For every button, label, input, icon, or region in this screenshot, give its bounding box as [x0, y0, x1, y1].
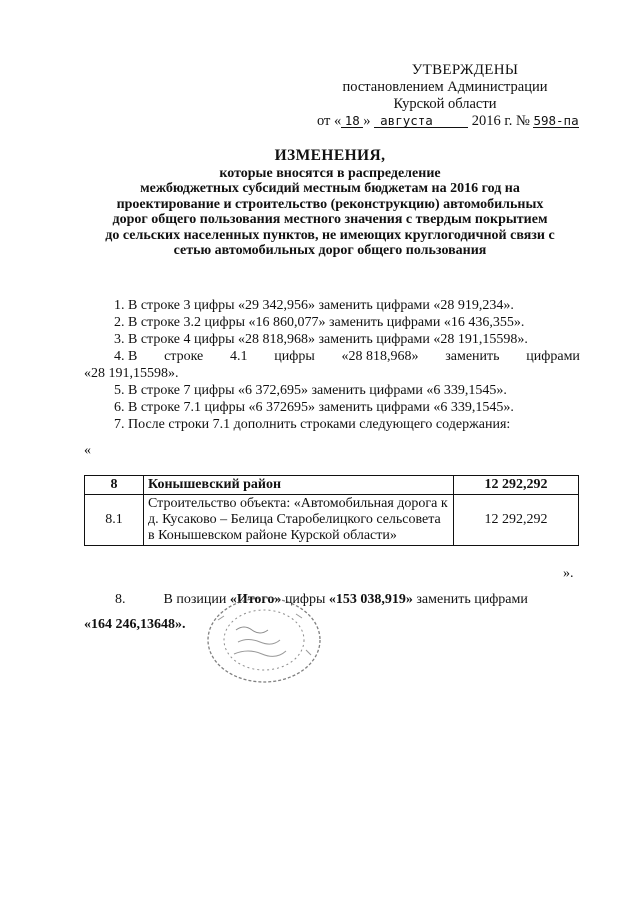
opening-quote: « — [84, 443, 91, 458]
date-year: 2016 г. № — [471, 113, 530, 129]
table-cell-num: 8.1 — [85, 495, 144, 546]
word: 4.1 — [230, 349, 248, 364]
title-line: дорог общего пользования местного значения с твердым покрытием — [112, 212, 548, 227]
table-cell-name: Строительство объекта: «Автомобильная дорога к д. Кусаково – Белица Старобелицкого сельсовета в Конышевском районе Курской области» — [144, 495, 454, 546]
title-line: которые вносятся в распределение — [219, 165, 441, 181]
list-item — [84, 348, 580, 365]
title-line: проектирование и строительство (реконструкцию) автомобильных — [116, 196, 544, 212]
list-item: 6. В строке 7.1 цифры «6 372695» заменить цифрами «6 339,1545». — [114, 400, 514, 415]
title-line: межбюджетных субсидий местным бюджетам на 2016 год на — [140, 181, 520, 196]
title-main: ИЗМЕНЕНИЯ, — [274, 147, 386, 164]
list-item-continuation: «28 191,15598». — [84, 366, 179, 381]
approval-date-line — [300, 113, 590, 130]
decree-number: 598-па — [533, 113, 579, 128]
list-item: 7. После строки 7.1 дополнить строками следующего содержания: — [114, 417, 511, 432]
word: цифрами — [526, 349, 580, 364]
table-cell-value: 12 292,292 — [454, 476, 579, 495]
approval-title: УТВЕРЖДЕНЫ — [411, 62, 519, 78]
title-line: сетью автомобильных дорог общего пользования — [173, 243, 487, 258]
item8-text-b: цифры — [281, 592, 329, 607]
item8-old-value: «153 038,919» — [328, 592, 413, 607]
word: заменить — [445, 349, 500, 364]
table-cell-name: Конышевский район — [144, 476, 454, 495]
word: 4. В — [114, 349, 138, 364]
word: «28 818,968» — [341, 349, 419, 364]
item8-itogo: «Итого» — [229, 592, 282, 607]
table-row — [85, 476, 579, 495]
table-cell-value: 12 292,292 — [454, 495, 579, 546]
approval-block — [300, 62, 590, 130]
approval-line-2: постановлением Администрации — [342, 79, 548, 95]
item8-line1 — [84, 591, 584, 608]
list-item: 1. В строке 3 цифры «29 342,956» заменить цифрами «28 919,234». — [114, 298, 514, 313]
table-cell-num: 8 — [85, 476, 144, 495]
date-day: 18 — [341, 114, 363, 128]
date-month: августа — [374, 114, 468, 128]
title-line: до сельских населенных пунктов, не имеющих круглогодичной связи с — [105, 227, 555, 243]
list-item: 5. В строке 7 цифры «6 372,695» заменить цифрами «6 339,1545». — [114, 383, 507, 398]
item8-text-c: заменить цифрами — [412, 592, 528, 607]
closing-quote: ». — [563, 566, 574, 581]
approval-line-3: Курской области — [393, 96, 497, 112]
date-prefix: от « — [317, 113, 342, 129]
list-item: 3. В строке 4 цифры «28 818,968» заменить цифрами «28 191,15598». — [114, 332, 528, 347]
changes-list — [84, 297, 580, 433]
item8-new-value: «164 246,13648». — [84, 617, 186, 632]
list-item: 2. В строке 3.2 цифры «16 860,077» заменить цифрами «16 436,355». — [114, 315, 525, 330]
word: строке — [164, 349, 204, 364]
stamp-seal — [196, 590, 329, 688]
word: цифры — [274, 349, 315, 364]
document-title — [60, 148, 600, 259]
date-mid: » — [363, 113, 371, 129]
item8-number: 8. — [115, 592, 126, 607]
item8-text-a: В позиции — [163, 592, 230, 607]
table-row — [85, 495, 579, 546]
list-item-8 — [84, 591, 584, 633]
insert-table — [84, 475, 579, 546]
